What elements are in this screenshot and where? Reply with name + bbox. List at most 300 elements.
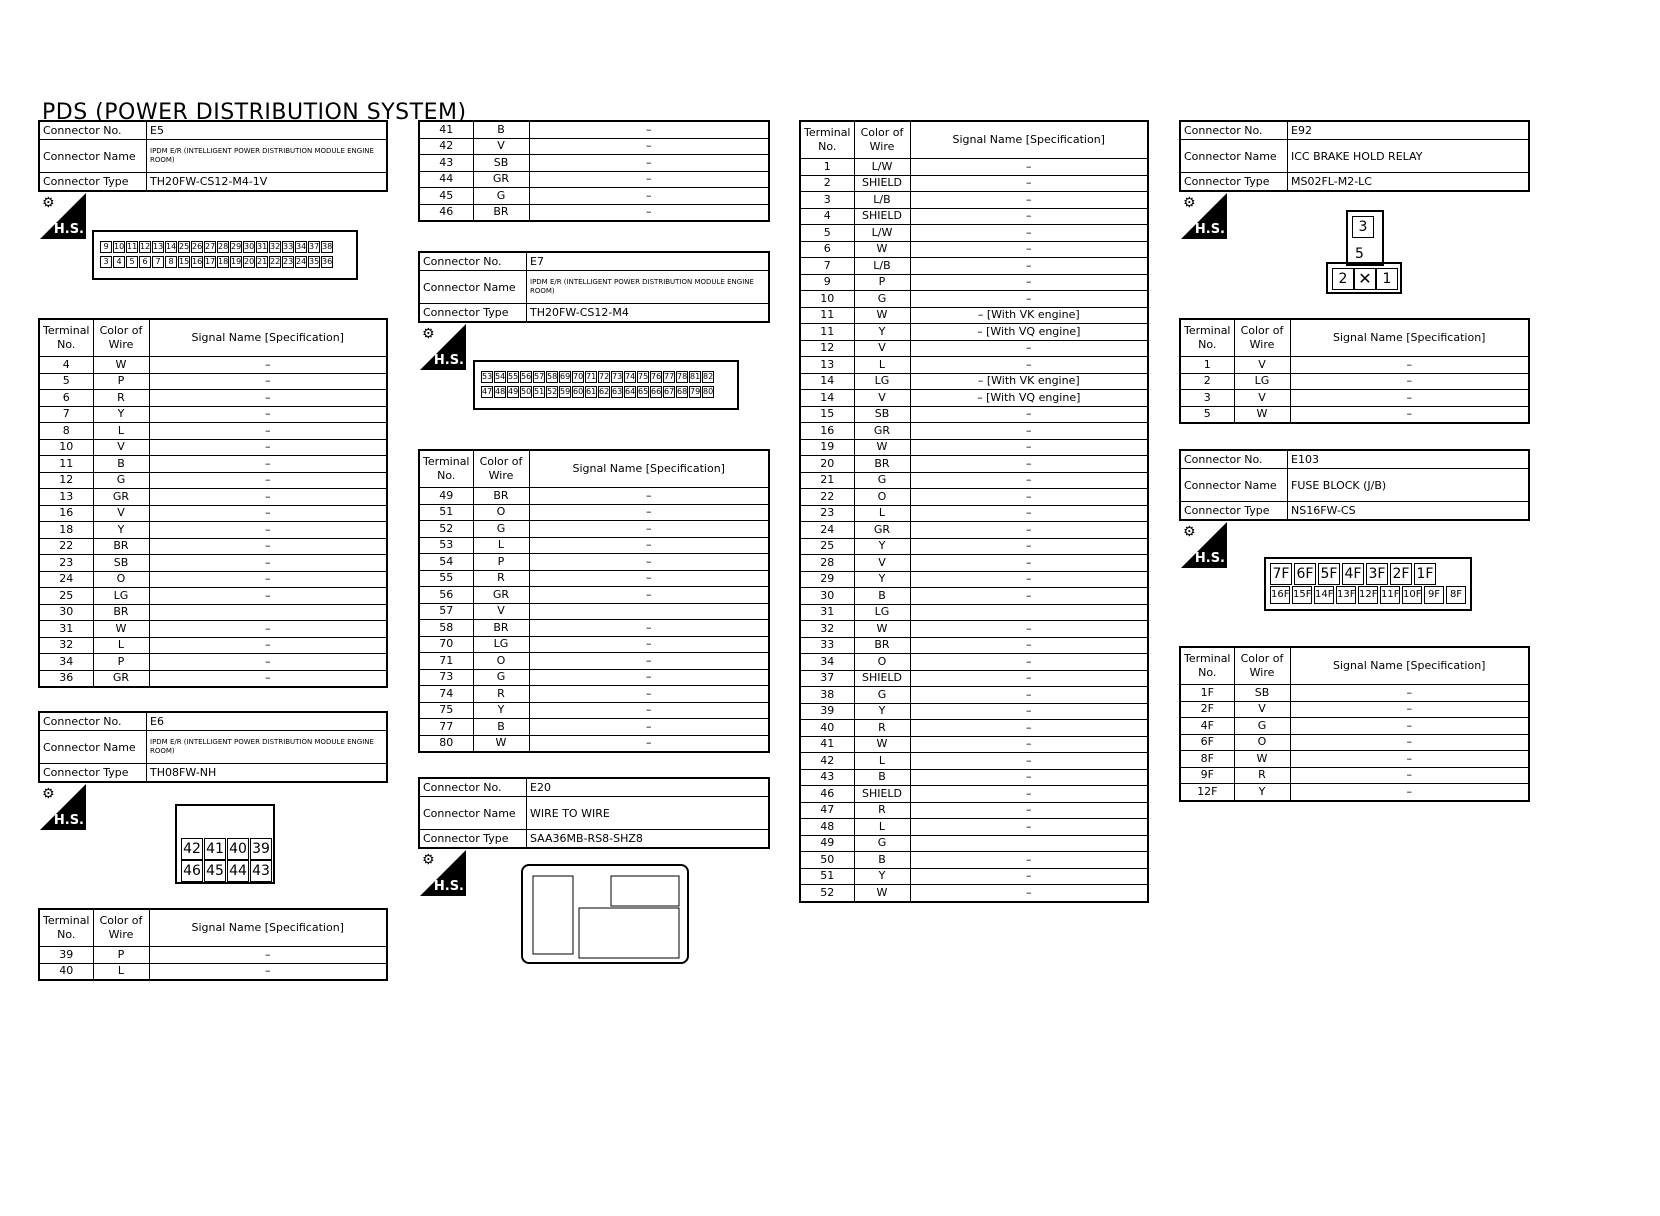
wire-color: SB <box>1234 685 1290 702</box>
table-row <box>39 670 387 687</box>
wire-color: GR <box>93 489 149 506</box>
table-row <box>1180 685 1529 702</box>
wire-color: R <box>93 390 149 407</box>
label: Connector No. <box>39 121 147 140</box>
terminal-no: 52 <box>419 521 473 538</box>
col-header: Signal Name [Specification] <box>529 450 769 488</box>
col-header: Color of Wire <box>854 121 910 159</box>
table-row <box>419 686 769 703</box>
wire-color: B <box>854 852 910 869</box>
wire-color: SHIELD <box>854 786 910 803</box>
wire-color: O <box>1234 734 1290 751</box>
col-header: Signal Name [Specification] <box>149 909 387 947</box>
pin: 28 <box>218 242 229 251</box>
terminal-no: 46 <box>419 204 473 221</box>
pin: 16 <box>192 257 203 266</box>
pin: 23 <box>283 257 294 266</box>
label: Connector Name <box>1180 469 1288 502</box>
table-row <box>800 538 1148 555</box>
pin: 13F <box>1336 586 1356 604</box>
pin: 35 <box>309 257 320 266</box>
wire-color: P <box>473 554 529 571</box>
wire-color: G <box>473 188 529 205</box>
pin: 7F <box>1270 563 1292 585</box>
terminal-no: 5 <box>800 225 854 242</box>
pin: 8F <box>1446 586 1466 604</box>
wire-color: L <box>854 505 910 522</box>
signal-name: – <box>910 340 1148 357</box>
wire-color: W <box>93 621 149 638</box>
wire-color: BR <box>854 637 910 654</box>
table-row <box>419 138 769 155</box>
pin: 75 <box>638 372 649 381</box>
wire-color: W <box>1234 751 1290 768</box>
terminal-no: 32 <box>39 637 93 654</box>
terminal-no: 56 <box>419 587 473 604</box>
table-row <box>39 963 387 980</box>
wire-color: W <box>854 736 910 753</box>
wire-color: GR <box>473 171 529 188</box>
signal-name: – <box>529 735 769 752</box>
terminal-no: 8F <box>1180 751 1234 768</box>
label: Connector Type <box>39 764 147 783</box>
table-row <box>1180 406 1529 423</box>
table-row <box>1180 767 1529 784</box>
terminal-no: 8 <box>39 423 93 440</box>
terminal-no: 75 <box>419 702 473 719</box>
col-header: Terminal No. <box>39 909 93 947</box>
table-row <box>39 637 387 654</box>
terminal-no: 22 <box>39 538 93 555</box>
pin: 50 <box>521 387 532 396</box>
signal-name: – <box>1290 767 1529 784</box>
col-header: Terminal No. <box>1180 647 1234 685</box>
signal-name <box>910 835 1148 852</box>
pin: 31 <box>257 242 268 251</box>
signal-name: – <box>529 488 769 505</box>
table-row <box>800 208 1148 225</box>
pin: 37 <box>309 242 320 251</box>
table-row <box>419 735 769 752</box>
label: Connector Name <box>39 140 147 173</box>
wire-color: GR <box>854 522 910 539</box>
table-row <box>800 687 1148 704</box>
signal-name: – <box>910 670 1148 687</box>
signal-name: – <box>529 537 769 554</box>
hs-icon: ⚙ H.S. <box>42 786 84 828</box>
wire-color: G <box>473 521 529 538</box>
wire-color: GR <box>473 587 529 604</box>
signal-name: – <box>910 456 1148 473</box>
signal-name: – [With VQ engine] <box>910 390 1148 407</box>
signal-name: – <box>529 188 769 205</box>
table-row <box>419 603 769 620</box>
wire-color: O <box>473 504 529 521</box>
terminal-no: 22 <box>800 489 854 506</box>
pin: 79 <box>690 387 701 396</box>
terminal-no: 19 <box>800 439 854 456</box>
signal-name: – <box>1290 734 1529 751</box>
terminal-no: 11 <box>800 307 854 324</box>
terminal-no: 9 <box>800 274 854 291</box>
label: Connector No. <box>419 778 527 797</box>
hs-icon: ⚙ H.S. <box>1183 195 1225 237</box>
pin: 59 <box>560 387 571 396</box>
signal-name: – <box>1290 406 1529 423</box>
label: Connector Type <box>419 304 527 323</box>
pin: 2F <box>1390 563 1412 585</box>
pin: 74 <box>625 372 636 381</box>
signal-name: – <box>910 621 1148 638</box>
signal-name: – <box>529 686 769 703</box>
e92-connector-diagram <box>1326 210 1402 294</box>
pin: 34 <box>296 242 307 251</box>
terminal-no: 4 <box>39 357 93 374</box>
wire-color: SHIELD <box>854 208 910 225</box>
label: Connector Name <box>419 271 527 304</box>
table-row <box>800 373 1148 390</box>
terminal-no: 13 <box>39 489 93 506</box>
wire-color: L/W <box>854 159 910 176</box>
signal-name: – <box>529 587 769 604</box>
signal-name: – <box>910 439 1148 456</box>
terminal-no: 49 <box>800 835 854 852</box>
pin: 49 <box>508 387 519 396</box>
signal-name: – <box>1290 784 1529 801</box>
signal-name: – <box>910 885 1148 902</box>
wire-color: G <box>854 291 910 308</box>
table-row <box>800 472 1148 489</box>
signal-name: – <box>529 570 769 587</box>
wire-color: B <box>473 121 529 138</box>
wire-color: O <box>93 571 149 588</box>
pin: 60 <box>573 387 584 396</box>
wire-color: R <box>854 720 910 737</box>
pin: 63 <box>612 387 623 396</box>
e6-terminal-table <box>38 908 388 981</box>
pin: 1 <box>1376 268 1398 290</box>
terminal-no: 40 <box>39 963 93 980</box>
signal-name: – <box>529 138 769 155</box>
terminal-no: 30 <box>39 604 93 621</box>
terminal-no: 31 <box>39 621 93 638</box>
signal-name: – <box>1290 357 1529 374</box>
pin: 58 <box>547 372 558 381</box>
e92-terminal-table <box>1179 318 1530 424</box>
label: Connector No. <box>1180 121 1288 140</box>
table-row <box>419 653 769 670</box>
signal-name: – <box>529 155 769 172</box>
signal-name: – <box>529 669 769 686</box>
connector-no: E5 <box>147 121 388 140</box>
table-row <box>1180 357 1529 374</box>
table-row <box>419 188 769 205</box>
table-row <box>39 505 387 522</box>
wire-color: W <box>854 307 910 324</box>
table-row <box>39 555 387 572</box>
signal-name: – <box>910 357 1148 374</box>
wire-color: B <box>854 769 910 786</box>
col-header: Color of Wire <box>1234 319 1290 357</box>
e103-terminal-table <box>1179 646 1530 802</box>
wire-color: LG <box>854 373 910 390</box>
table-row <box>800 736 1148 753</box>
connector-name: IPDM E/R (INTELLIGENT POWER DISTRIBUTION MODULE ENGINE ROOM) <box>147 731 388 764</box>
signal-name: – <box>1290 751 1529 768</box>
wire-color: SB <box>473 155 529 172</box>
signal-name: – <box>910 241 1148 258</box>
connector-type: MS02FL-M2-LC <box>1288 173 1530 192</box>
wire-color: BR <box>473 620 529 637</box>
signal-name: – <box>529 719 769 736</box>
label: Connector No. <box>419 252 527 271</box>
terminal-no: 3 <box>800 192 854 209</box>
pin: 36 <box>322 257 333 266</box>
terminal-no: 34 <box>800 654 854 671</box>
table-row <box>800 456 1148 473</box>
pin: 14F <box>1314 586 1334 604</box>
wire-color: L <box>854 357 910 374</box>
table-row <box>39 423 387 440</box>
wire-color: O <box>854 489 910 506</box>
signal-name: – [With VK engine] <box>910 307 1148 324</box>
wire-color: LG <box>854 604 910 621</box>
wire-color: L <box>93 963 149 980</box>
table-row <box>800 258 1148 275</box>
table-row <box>800 835 1148 852</box>
signal-name: – [With VQ engine] <box>910 324 1148 341</box>
pin: 5F <box>1318 563 1340 585</box>
wire-color: V <box>1234 390 1290 407</box>
table-row <box>800 604 1148 621</box>
signal-name: – <box>529 554 769 571</box>
col-header: Color of Wire <box>93 319 149 357</box>
table-row <box>39 654 387 671</box>
table-row <box>800 439 1148 456</box>
pin: 55 <box>508 372 519 381</box>
wire-color: V <box>93 439 149 456</box>
pin: 1F <box>1414 563 1436 585</box>
table-row <box>39 604 387 621</box>
terminal-no: 2 <box>800 175 854 192</box>
signal-name: – <box>910 802 1148 819</box>
table-row <box>800 885 1148 902</box>
wire-color: L <box>93 637 149 654</box>
terminal-no: 71 <box>419 653 473 670</box>
table-row <box>800 637 1148 654</box>
wire-color: B <box>473 719 529 736</box>
signal-name: – <box>910 753 1148 770</box>
terminal-no: 32 <box>800 621 854 638</box>
pin: 21 <box>257 257 268 266</box>
wire-color: W <box>854 885 910 902</box>
terminal-no: 47 <box>800 802 854 819</box>
wire-color: V <box>854 390 910 407</box>
pin: 48 <box>495 387 506 396</box>
table-row <box>1180 734 1529 751</box>
wire-color: G <box>473 669 529 686</box>
wire-color: BR <box>93 604 149 621</box>
signal-name: – <box>910 192 1148 209</box>
pin: 11F <box>1380 586 1400 604</box>
wire-color: Y <box>1234 784 1290 801</box>
hs-icon: ⚙ H.S. <box>1183 524 1225 566</box>
signal-name: – <box>149 555 387 572</box>
pin: 70 <box>573 372 584 381</box>
wire-color: BR <box>854 456 910 473</box>
signal-name: – <box>149 406 387 423</box>
pin: 71 <box>586 372 597 381</box>
signal-name: – <box>1290 390 1529 407</box>
terminal-no: 46 <box>800 786 854 803</box>
signal-name: – <box>910 819 1148 836</box>
table-row <box>800 159 1148 176</box>
signal-name: – <box>149 538 387 555</box>
signal-name: – <box>910 703 1148 720</box>
terminal-no: 50 <box>800 852 854 869</box>
terminal-no: 37 <box>800 670 854 687</box>
wire-color: BR <box>473 488 529 505</box>
connector-name: IPDM E/R (INTELLIGENT POWER DISTRIBUTION MODULE ENGINE ROOM) <box>527 271 770 304</box>
pin: 10 <box>114 242 125 251</box>
pin: 72 <box>599 372 610 381</box>
label: Connector No. <box>1180 450 1288 469</box>
signal-name: – <box>910 489 1148 506</box>
terminal-no: 42 <box>419 138 473 155</box>
table-row <box>39 357 387 374</box>
wire-color: B <box>854 588 910 605</box>
terminal-no: 3 <box>1180 390 1234 407</box>
table-row <box>800 720 1148 737</box>
pin: 77 <box>664 372 675 381</box>
pin: 82 <box>703 372 714 381</box>
pin: 40 <box>227 838 249 860</box>
pin: 26 <box>192 242 203 251</box>
signal-name: – <box>910 687 1148 704</box>
table-row <box>800 571 1148 588</box>
connector-type: TH08FW-NH <box>147 764 388 783</box>
label: Connector Type <box>1180 173 1288 192</box>
terminal-no: 23 <box>800 505 854 522</box>
terminal-no: 13 <box>800 357 854 374</box>
pin: 53 <box>482 372 493 381</box>
pin: 12F <box>1358 586 1378 604</box>
e20-terminal-table <box>799 120 1149 903</box>
table-row <box>419 719 769 736</box>
wire-color: LG <box>473 636 529 653</box>
wire-color: Y <box>93 522 149 539</box>
wire-color: LG <box>1234 373 1290 390</box>
table-row <box>800 868 1148 885</box>
signal-name: – <box>910 258 1148 275</box>
pin: 78 <box>677 372 688 381</box>
signal-name: – <box>910 555 1148 572</box>
cross-icon: ✕ <box>1354 268 1376 290</box>
e7-terminal-table <box>418 449 770 753</box>
pin: 45 <box>204 860 226 882</box>
wire-color: R <box>473 570 529 587</box>
signal-name: – <box>910 522 1148 539</box>
terminal-no: 2 <box>1180 373 1234 390</box>
signal-name: – <box>910 852 1148 869</box>
wire-color: SB <box>93 555 149 572</box>
terminal-no: 41 <box>419 121 473 138</box>
signal-name: – <box>149 439 387 456</box>
terminal-no: 16 <box>39 505 93 522</box>
wire-color: LG <box>93 588 149 605</box>
table-row <box>1180 373 1529 390</box>
signal-name: – <box>149 588 387 605</box>
table-row <box>800 241 1148 258</box>
hs-icon: ⚙ H.S. <box>42 195 84 237</box>
wire-color: P <box>93 654 149 671</box>
wire-color: B <box>93 456 149 473</box>
signal-name: – <box>910 538 1148 555</box>
table-row <box>39 522 387 539</box>
e103-connector-info <box>1179 449 1530 521</box>
terminal-no: 74 <box>419 686 473 703</box>
signal-name: – <box>529 521 769 538</box>
terminal-no: 6F <box>1180 734 1234 751</box>
label: Connector Name <box>419 797 527 830</box>
col-header: Terminal No. <box>800 121 854 159</box>
signal-name: – <box>149 390 387 407</box>
pin: 6 <box>139 256 151 268</box>
table-row <box>39 472 387 489</box>
table-row <box>800 703 1148 720</box>
wire-color: O <box>473 653 529 670</box>
signal-name: – <box>910 291 1148 308</box>
terminal-no: 11 <box>800 324 854 341</box>
table-row <box>800 588 1148 605</box>
terminal-no: 40 <box>800 720 854 737</box>
pin: 6F <box>1294 563 1316 585</box>
signal-name: – <box>529 653 769 670</box>
col-header: Terminal No. <box>1180 319 1234 357</box>
terminal-no: 80 <box>419 735 473 752</box>
table-row <box>1180 390 1529 407</box>
wire-color: Y <box>854 538 910 555</box>
terminal-no: 15 <box>800 406 854 423</box>
table-row <box>419 554 769 571</box>
terminal-no: 16 <box>800 423 854 440</box>
terminal-no: 2F <box>1180 701 1234 718</box>
table-row <box>419 702 769 719</box>
wire-color: Y <box>854 324 910 341</box>
table-row <box>419 636 769 653</box>
signal-name: – <box>910 571 1148 588</box>
wire-color: W <box>473 735 529 752</box>
signal-name: – <box>910 786 1148 803</box>
signal-name: – <box>1290 685 1529 702</box>
pin: 30 <box>244 242 255 251</box>
terminal-no: 44 <box>419 171 473 188</box>
terminal-no: 23 <box>39 555 93 572</box>
table-row <box>39 406 387 423</box>
terminal-no: 12F <box>1180 784 1234 801</box>
pin: 7 <box>152 256 164 268</box>
table-row <box>800 307 1148 324</box>
pin: 14 <box>166 242 177 251</box>
hs-icon: ⚙ H.S. <box>422 852 464 894</box>
page-title: PDS (POWER DISTRIBUTION SYSTEM) <box>42 100 467 125</box>
pin: 4 <box>113 256 125 268</box>
e6-connector-info <box>38 711 388 783</box>
pin: 12 <box>140 242 151 251</box>
table-row <box>39 621 387 638</box>
pin: 52 <box>547 387 558 396</box>
pin: 80 <box>703 387 714 396</box>
